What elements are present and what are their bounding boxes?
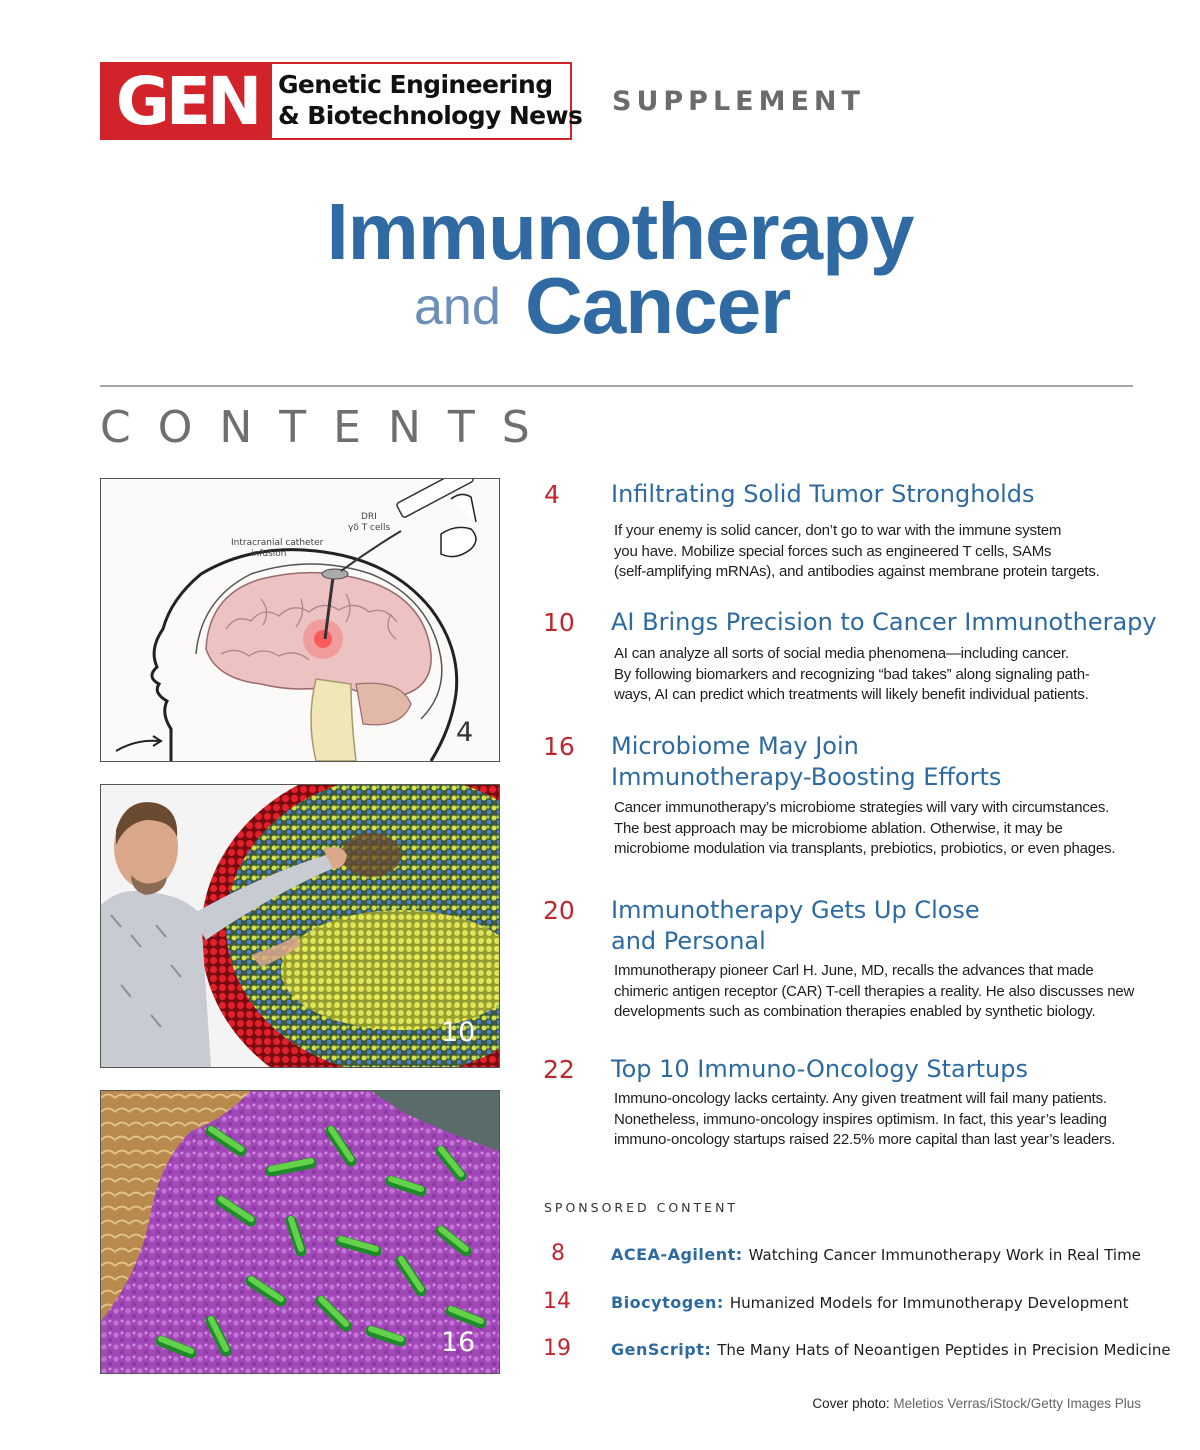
contents-heading: CONTENTS bbox=[100, 402, 557, 453]
credit-label: Cover photo: bbox=[812, 1396, 890, 1411]
entry-desc-line: Nonetheless, immuno-oncology inspires optimism. In fact, this year’s leading bbox=[614, 1110, 1107, 1128]
image-label-16: 16 bbox=[441, 1327, 476, 1358]
cover-photo-credit bbox=[812, 1396, 1141, 1411]
entry-desc-line: ways, AI can predict which treatments will likely benefit individual patients. bbox=[614, 686, 1089, 703]
sponsored-item[interactable] bbox=[611, 1293, 1128, 1312]
gen-logo bbox=[100, 62, 583, 140]
brain-illustration-svg bbox=[101, 479, 499, 761]
entry-title-line[interactable]: Immunotherapy Gets Up Close bbox=[611, 896, 980, 924]
logo-line-2: & Biotechnology News bbox=[278, 101, 583, 130]
entry-description bbox=[614, 961, 1144, 1023]
sponsored-item[interactable] bbox=[611, 1340, 1171, 1359]
entry-title[interactable] bbox=[611, 479, 1035, 510]
sponsored-heading: SPONSORED CONTENT bbox=[544, 1200, 739, 1215]
sponsored-page-number: 8 bbox=[551, 1241, 565, 1266]
entry-page-number: 4 bbox=[544, 480, 560, 509]
entry-desc-line: microbiome modulation via transplants, prebiotics, probiotics, or even phages. bbox=[614, 840, 1116, 857]
sponsored-title: Humanized Models for Immunotherapy Development bbox=[729, 1294, 1129, 1312]
entry-desc-line: (self-amplifying mRNAs), and antibodies against membrane protein targets. bbox=[614, 563, 1100, 580]
sponsored-title: The Many Hats of Neoantigen Peptides in Precision Medicine bbox=[717, 1341, 1171, 1359]
entry-description bbox=[614, 644, 1144, 706]
entry-desc-line: If your enemy is solid cancer, don’t go to war with the immune system bbox=[614, 522, 1062, 539]
visualization-photo-svg bbox=[101, 785, 499, 1067]
sponsored-page-number: 14 bbox=[543, 1289, 571, 1314]
brain-catheter-illustration[interactable] bbox=[100, 478, 500, 762]
entry-description bbox=[614, 1089, 1144, 1151]
entry-desc-line: chimeric antigen receptor (CAR) T-cell therapies a reality. He also discusses new bbox=[614, 982, 1135, 1000]
entry-title-line[interactable]: Top 10 Immuno-Oncology Startups bbox=[611, 1055, 1028, 1083]
entry-desc-line: Cancer immunotherapy’s microbiome strategies will vary with circumstances. bbox=[614, 799, 1110, 816]
label-infusion: infusion bbox=[251, 549, 287, 559]
entry-desc-line: Immunotherapy pioneer Carl H. June, MD, recalls the advances that made bbox=[614, 962, 1094, 979]
entry-desc-line: you have. Mobilize special forces such as engineered T cells, SAMs bbox=[614, 542, 1052, 560]
label-catheter: Intracranial catheter bbox=[231, 538, 324, 548]
page-title-line1: Immunotherapy bbox=[326, 187, 914, 276]
entry-page-number: 10 bbox=[543, 608, 575, 637]
label-dri: DRI bbox=[361, 512, 377, 522]
label-t-cells: γδ T cells bbox=[348, 523, 391, 533]
entry-title-line[interactable]: Microbiome May Join bbox=[611, 732, 859, 760]
entry-description bbox=[614, 521, 1144, 583]
sponsor-name: GenScript: bbox=[611, 1340, 712, 1359]
credit-source: Meletios Verras/iStock/Getty Images Plus bbox=[893, 1396, 1141, 1411]
researcher-data-visualization-photo[interactable] bbox=[100, 784, 500, 1068]
entry-page-number: 20 bbox=[543, 896, 575, 925]
entry-title[interactable] bbox=[611, 895, 980, 957]
supplement-label: SUPPLEMENT bbox=[612, 86, 865, 117]
entry-desc-line: By following biomarkers and recognizing “bad takes” along signaling path- bbox=[614, 665, 1090, 683]
entry-title-line[interactable]: Immunotherapy-Boosting Efforts bbox=[611, 763, 1002, 791]
sponsored-item[interactable] bbox=[611, 1245, 1141, 1264]
entry-desc-line: immuno-oncology startups raised 22.5% more capital than last year’s leaders. bbox=[614, 1131, 1116, 1148]
logo-line-1: Genetic Engineering bbox=[278, 70, 553, 99]
sponsor-name: Biocytogen: bbox=[611, 1293, 724, 1312]
microbiome-bacteria-micrograph[interactable] bbox=[100, 1090, 500, 1374]
sponsored-page-number: 19 bbox=[543, 1336, 571, 1361]
entry-page-number: 22 bbox=[543, 1055, 575, 1084]
entry-description bbox=[614, 798, 1144, 860]
page-title-line2: Cancer bbox=[525, 261, 791, 350]
entry-desc-line: developments such as combination therapies enabled by synthetic biology. bbox=[614, 1003, 1096, 1020]
image-label-4: 4 bbox=[456, 717, 474, 748]
divider-rule bbox=[100, 385, 1133, 387]
image-label-10: 10 bbox=[441, 1017, 476, 1048]
entry-title[interactable] bbox=[611, 1054, 1028, 1085]
entry-title-line[interactable]: Infiltrating Solid Tumor Strongholds bbox=[611, 480, 1035, 508]
entry-desc-line: Immuno-oncology lacks certainty. Any given treatment will fail many patients. bbox=[614, 1090, 1107, 1107]
entry-desc-line: AI can analyze all sorts of social media phenomena—including cancer. bbox=[614, 645, 1069, 662]
entry-desc-line: The best approach may be microbiome ablation. Otherwise, it may be bbox=[614, 819, 1063, 837]
page-title-and: and bbox=[414, 278, 501, 336]
sponsored-title: Watching Cancer Immunotherapy Work in Real Time bbox=[748, 1246, 1141, 1264]
sponsor-name: ACEA-Agilent: bbox=[611, 1245, 743, 1264]
entry-page-number: 16 bbox=[543, 732, 575, 761]
entry-title[interactable] bbox=[611, 731, 1001, 793]
entry-title-line[interactable]: AI Brings Precision to Cancer Immunotherapy bbox=[611, 608, 1157, 636]
micrograph-svg bbox=[101, 1091, 499, 1373]
entry-title-line[interactable]: and Personal bbox=[611, 927, 766, 955]
logo-mark: GEN bbox=[102, 64, 272, 138]
entry-title[interactable] bbox=[611, 607, 1157, 638]
